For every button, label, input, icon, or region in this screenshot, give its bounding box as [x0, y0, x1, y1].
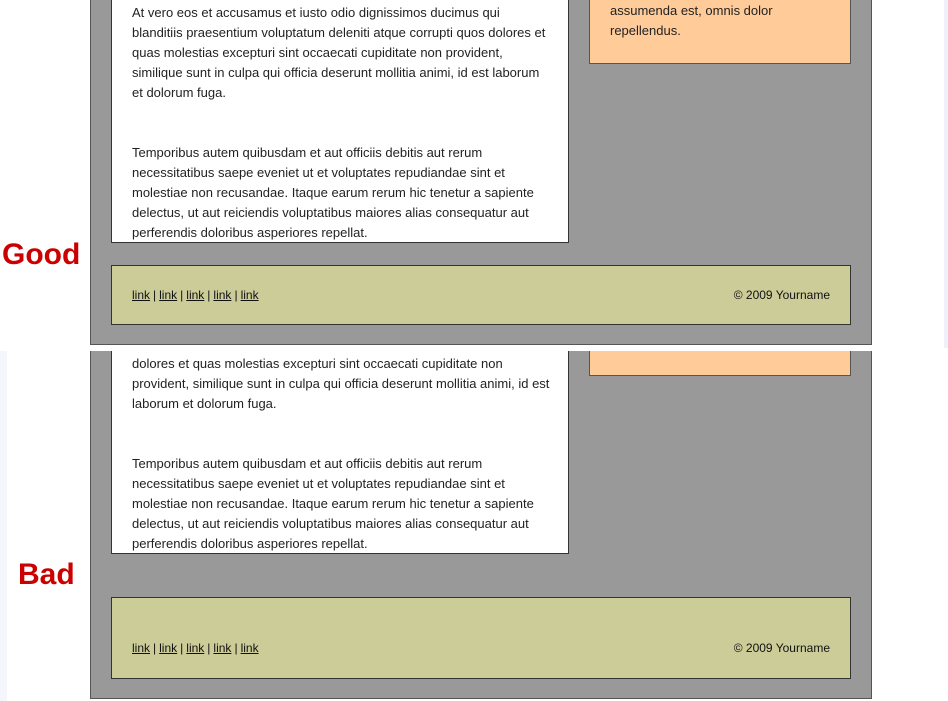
link-separator: | [207, 288, 211, 302]
main-content [111, 351, 569, 554]
content-paragraph-2: Temporibus autem quibusdam et aut officiis debitis aut rerum necessitatibus saepe eveniet ut et voluptates repudiandae sint et molestiae non recusandae. Itaque earum rerum hic tenetur a sapiente delectus, ut aut reiciendis voluptatibus maiores alias consequatur aut perferendis doloribus asperiores repellat. [132, 145, 534, 240]
footer-link-3[interactable]: link [186, 288, 205, 302]
footer-link-5[interactable]: link [240, 641, 259, 655]
footer-link-3[interactable]: link [186, 641, 205, 655]
footer-links [132, 288, 259, 302]
footer-link-4[interactable]: link [213, 288, 232, 302]
link-separator: | [234, 641, 238, 655]
window-edge [0, 351, 7, 701]
footer-link-5[interactable]: link [240, 288, 259, 302]
footer-links [132, 641, 259, 655]
page-container [90, 351, 872, 699]
link-separator: | [153, 288, 157, 302]
footer-link-1[interactable]: link [132, 641, 151, 655]
bad-example-panel [0, 351, 948, 701]
content-paragraph-1: dolores et quas molestias excepturi sint occaecati cupiditate non provident, similique sunt in culpa qui officia deserunt mollitia animi, id est laborum et dolorum fuga. [132, 356, 550, 411]
main-content [111, 0, 569, 243]
link-separator: | [234, 288, 238, 302]
link-separator: | [180, 641, 184, 655]
footer-link-1[interactable]: link [132, 288, 151, 302]
footer [111, 265, 851, 325]
footer-link-4[interactable]: link [213, 641, 232, 655]
link-separator: | [153, 641, 157, 655]
good-label: Good [2, 238, 81, 271]
copyright-text: © 2009 Yourname [733, 288, 830, 302]
footer-link-2[interactable]: link [159, 641, 178, 655]
good-example-panel [0, 0, 948, 350]
content-paragraph-2: Temporibus autem quibusdam et aut officiis debitis aut rerum necessitatibus saepe eveniet ut et voluptates repudiandae sint et molestiae non recusandae. Itaque earum rerum hic tenetur a sapiente delectus, ut aut reiciendis voluptatibus maiores alias consequatur aut perferendis doloribus asperiores repellat. [132, 456, 534, 551]
sidebar-box [589, 0, 851, 64]
link-separator: | [180, 288, 184, 302]
footer [111, 597, 851, 679]
footer-link-2[interactable]: link [159, 288, 178, 302]
page-container [90, 0, 872, 345]
bad-label: Bad [18, 558, 75, 591]
link-separator: | [207, 641, 211, 655]
copyright-text: © 2009 Yourname [733, 641, 830, 655]
content-paragraph-1: At vero eos et accusamus et iusto odio dignissimos ducimus qui blanditiis praesentium voluptatum deleniti atque corrupti quos dolores et quas molestias excepturi sint occaecati cupiditate non provident, similique sunt in culpa qui officia deserunt mollitia animi, id est laborum et dolorum fuga. [132, 5, 546, 100]
sidebar-text: assumenda est, omnis dolor repellendus. [610, 3, 773, 38]
window-edge [944, 0, 948, 350]
sidebar-box [589, 351, 851, 376]
